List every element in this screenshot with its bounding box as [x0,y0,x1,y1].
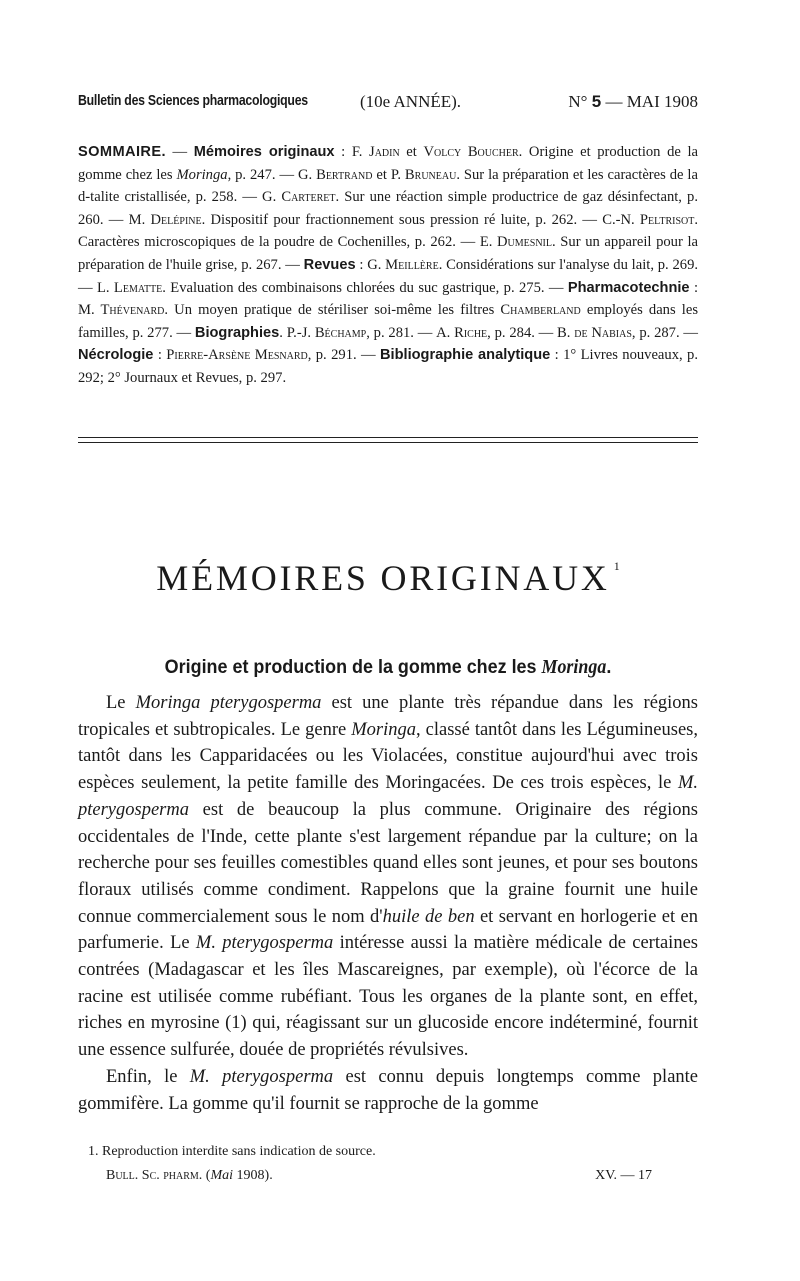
section-title: MÉMOIRES ORIGINAUX $^1$ [156,558,620,599]
author-name: A. Riche [436,324,488,341]
page-footer [78,1168,698,1188]
species-name: M. pterygosperma [195,933,334,954]
issue-info: N° 5 — MAI 1908 [568,92,698,111]
article-body [78,690,698,1117]
section-memoires: Mémoires originaux [193,144,335,160]
author-name: M. Delépine [128,211,202,228]
summary-heading: SOMMAIRE. [78,144,166,160]
footnote: 1. Reproduction interdite sans indication de source. [88,1144,376,1159]
signature-mark: XV. — 17 [595,1168,652,1183]
oil-name: huile de ben [382,906,475,927]
author-name: G. Carteret [262,189,336,206]
author-name: L. Lematte [96,279,163,296]
author-name: G. Meillère [367,256,439,273]
running-header [78,92,698,122]
section-pharmacotechnie: Pharmacotechnie [567,279,690,296]
genus-name: Moringa [176,166,228,183]
section-revues: Revues [303,256,356,273]
author-name: P. Bruneau [390,166,457,183]
divider-rule [78,437,698,438]
section-biographies: Biographies [194,324,280,341]
issue-number: 5 [591,92,602,111]
author-name: M. Thévenard [78,302,165,319]
author-name: G. Bertrand [297,166,373,183]
species-name: M. pterygosperma [78,773,698,820]
journal-year: (10e ANNÉE). [360,92,462,111]
author-name: de Nabias [574,324,632,341]
author-name: C.-N. Peltrisot [602,211,695,228]
journal-title: Bulletin des Sciences pharmacologiques [78,92,308,109]
author-name: Béchamp [314,324,367,341]
genus-name: Moringa [541,657,607,679]
article-title: Origine et production de la gomme chez les Moringa. [164,656,612,679]
section-bibliographie: Bibliographie analytique [380,347,551,364]
divider-rule [78,442,698,443]
footer-citation: Bull. Sc. pharm. (Mai 1908). [106,1168,273,1183]
author-name: Pierre-Arsène Mesnard [166,347,308,364]
author-name: Chamberland [500,302,581,319]
author-name: E. Dumesnil [479,234,552,251]
author-name: Volcy Boucher [423,144,519,160]
paragraph: Enfin, le M. pterygosperma est connu depuis longtemps comme plante gommifère. La gomme qu'il fournit se rapproche de la gomme [78,1066,698,1114]
table-of-contents: SOMMAIRE. — Mémoires originaux : F. Jadin et Volcy Boucher. Origine et production de la gomme chez les Moringa, p. 247. — G. Bertrand et P. Bruneau. Sur la préparation et les caractères de la d-talite cristallisée, p. 258. — G. Carteret. Sur une réaction simple productrice de gaz désinfectant, p. 260. — M. Delépine. Dispositif pour fractionnement sous pression ré luite, p. 262. — C.-N. Peltrisot. Caractères microscopiques de la poudre de Cochenilles, p. 262. — E. Dumesnil. Sur un appareil pour la préparation de l'huile grise, p. 267. — Revues : G. Meillère. Considérations sur l'analyse du lait, p. 269. — L. Lematte. Evaluation des combinaisons chlorées du suc gastrique, p. 275. — Pharmacotechnie : M. Thévenard. Un moyen pratique de stériliser soi-même les filtres Chamberland employés dans les familles, p. 277. — Biographies. P.-J. Béchamp, p. 281. — A. Riche, p. 284. — B. de Nabias, p. 287. — Nécrologie : Pierre-Arsène Mesnard, p. 291. — Bibliographie analytique : 1° Livres nouveaux, p. 292; 2° Journaux et Revues, p. 297. [78,144,699,386]
species-name: M. pterygosperma [189,1066,334,1087]
section-necrologie: Nécrologie [78,347,154,364]
species-name: Moringa pterygosperma [135,693,322,713]
genus-name: Moringa [351,719,416,740]
footnote-marker: 1 [613,559,620,574]
issue-date: — MAI 1908 [601,92,698,111]
author-name: F. Jadin [351,144,400,160]
paragraph: Le Moringa pterygosperma est une plante très répandue dans les régions tropicales et subtropicales. Le genre Moringa, classé tantôt dans les Légumineuses, tantôt dans les Capparidacées ou les Violacées, constitue aujourd'hui avec trois espèces seulement, la petite famille des Moringacées. De ces trois espèces, le M. pterygosperma est de beaucoup la plus commune. Originaire des régions occidentales de l'Inde, cette plante s'est largement répandue par la culture; on la recherche pour ses feuilles comestibles quand elles sont jeunes, et pour ses boutons floraux utilisés comme condiment. Rappelons que la graine fournit une huile connue commercialement sous le nom d'huile de ben et servant en horlogerie et en parfumerie. Le M. pterygosperma intéresse aussi la matière médicale de certaines contrées (Madagascar et les îles Mascareignes, par exemple), où l'écorce de la racine est utilisée comme rubéfiant. Tous les organes de la plante sont, en effet, riches en myrosine (1) qui, réagissant sur un glucoside encore indéterminé, fournit une essence sulfurée, douée de propriétés révulsives. [78,693,699,1061]
